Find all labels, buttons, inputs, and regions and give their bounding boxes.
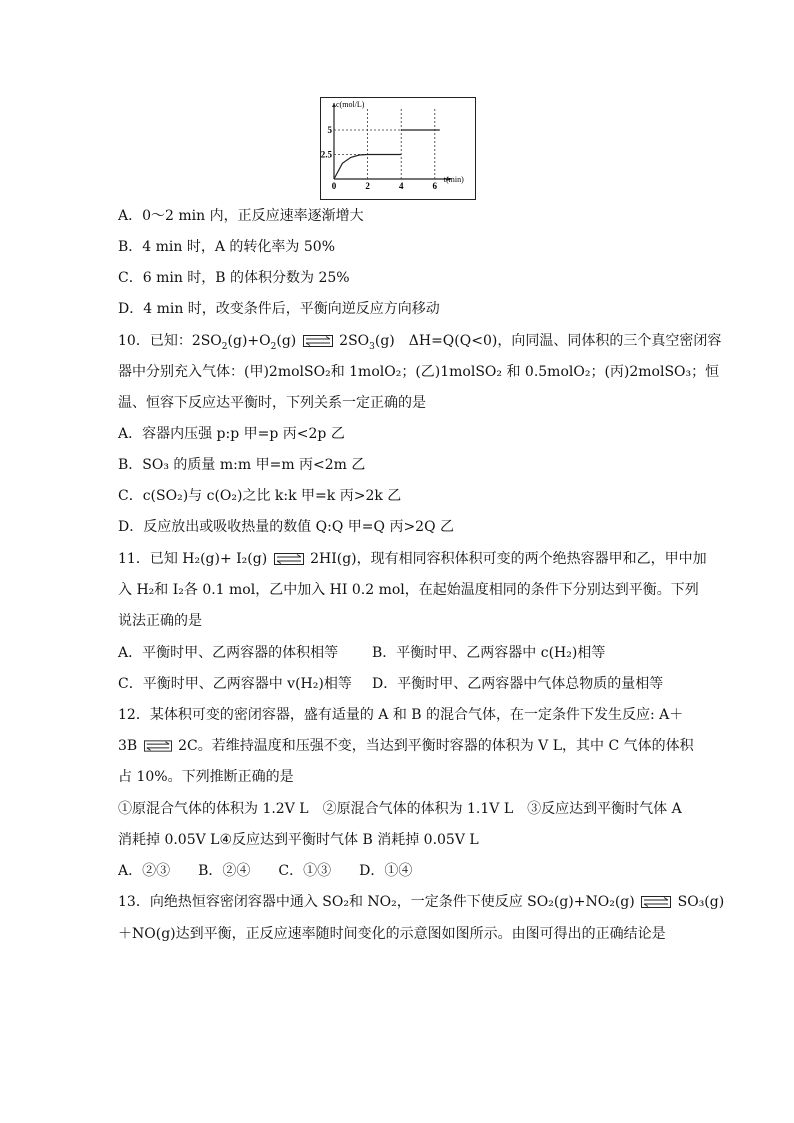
- x-tick-label: 0: [331, 181, 337, 191]
- q13-text-b: SO₃(g): [677, 894, 725, 910]
- q11-stem-line2: 入 H₂和 I₂各 0.1 mol，乙中加入 HI 0.2 mol，在起始温度相同的条件下分别达到平衡。下列: [118, 582, 699, 598]
- q11-option-b: B．平衡时甲、乙两容器中 c(H₂)相等: [372, 645, 606, 661]
- q13-stem-line2: ＋NO(g)达到平衡，正反应速率随时间变化的示意图如图所示。由图可得出的正确结论是: [118, 926, 666, 942]
- q13-text-a: 13．向绝热恒容密闭容器中通入 SO₂和 NO₂，一定条件下使反应 SO₂(g)+NO₂(g): [118, 894, 635, 910]
- x-tick-label: 2: [365, 181, 370, 191]
- q10-text-b: (g)+O: [227, 333, 271, 349]
- q12-stem-line1: 12．某体积可变的密闭容器，盛有适量的 A 和 B 的混合气体，在一定条件下发生反应: A＋: [118, 707, 684, 723]
- y-tick-label: 5: [327, 125, 332, 135]
- q11-stem-line3: 说法正确的是: [118, 613, 202, 629]
- q9-option-d: D．4 min 时，改变条件后，平衡向逆反应方向移动: [118, 301, 440, 317]
- q10-option-b: B．SO₃ 的质量 m:m 甲=m 丙<2m 乙: [118, 457, 366, 473]
- q9-option-b: B．4 min 时，A 的转化率为 50%: [118, 239, 335, 255]
- equilibrium-arrow-icon: [144, 740, 172, 752]
- q12-options: A．②③ B．②④ C．①③ D．①④: [118, 863, 413, 879]
- x-axis-label: t(min): [443, 175, 464, 184]
- equilibrium-arrow-icon: [274, 553, 304, 565]
- q12-text-b: 2C。若维持温度和压强不变，当达到平衡时容器的体积为 V L，其中 C 气体的体积: [178, 738, 694, 754]
- q13-stem-line1: [118, 893, 724, 911]
- q10-stem-line1: 10．已知：$2SO_2(g)+O_2(g)$ $2SO_3(g)$ ΔH=Q(Q<0)，向同温、同体积的三个真空密闭容: [118, 333, 722, 352]
- q12-text-a: 3B: [118, 738, 138, 754]
- q10-text-c: (g): [276, 333, 297, 349]
- q11-option-c: C．平衡时甲、乙两容器中 v(H₂)相等: [118, 676, 352, 692]
- q10-option-d: D．反应放出或吸收热量的数值 Q:Q 甲=Q 丙>2Q 乙: [118, 519, 455, 535]
- equilibrium-arrow-icon: [641, 896, 671, 908]
- q11-stem-line1: [118, 550, 707, 568]
- q10-text-e: (g) ΔH=Q(Q<0)，向同温、同体积的三个真空密闭容: [374, 333, 722, 349]
- q10-stem-line3: 温、恒容下反应达平衡时，下列关系一定正确的是: [118, 395, 426, 411]
- q9-option-c: C．6 min 时，B 的体积分数为 25%: [118, 270, 350, 286]
- q12-stem-line3: 占 10%。下列推断正确的是: [118, 769, 294, 785]
- q10-stem-line2: 器中分别充入气体：(甲)2molSO₂和 1molO₂；(乙)1molSO₂ 和 0.5molO₂；(丙)2molSO₃；恒: [118, 364, 720, 380]
- equilibrium-arrow-icon: [303, 335, 333, 347]
- y-tick-label: 2.5: [320, 149, 332, 160]
- y-axis-label: c(mol/L): [336, 100, 365, 109]
- q11-option-a: A．平衡时甲、乙两容器的体积相等: [118, 645, 339, 661]
- concentration-time-graph: [320, 97, 476, 200]
- q12-statements-line1: ①原混合气体的体积为 1.2V L ②原混合气体的体积为 1.1V L ③反应达到平衡时气体 A: [118, 801, 682, 817]
- q9-option-a: A．0～2 min 内，正反应速率逐渐增大: [118, 208, 364, 224]
- q11-option-d: D．平衡时甲、乙两容器中气体总物质的量相等: [372, 676, 664, 692]
- q11-text-b: 2HI(g)，现有相同容积体积可变的两个绝热容器甲和乙，甲中加: [310, 551, 707, 567]
- q12-statements-line2: 消耗掉 0.05V L④反应达到平衡时气体 B 消耗掉 0.05V L: [118, 832, 479, 848]
- x-tick-label: 4: [398, 181, 404, 191]
- q12-stem-line2: [118, 737, 694, 755]
- q10-text-a: 10．已知：2SO: [118, 333, 222, 349]
- q11-text-a: 11．已知 H₂(g)+ I₂(g): [118, 551, 268, 567]
- q10-option-c: C．c(SO₂)与 c(O₂)之比 k:k 甲=k 丙>2k 乙: [118, 488, 402, 504]
- x-tick-label: 6: [432, 181, 438, 191]
- q10-text-d: 2SO: [339, 333, 370, 349]
- q10-option-a: A．容器内压强 p:p 甲=p 丙<2p 乙: [118, 426, 345, 442]
